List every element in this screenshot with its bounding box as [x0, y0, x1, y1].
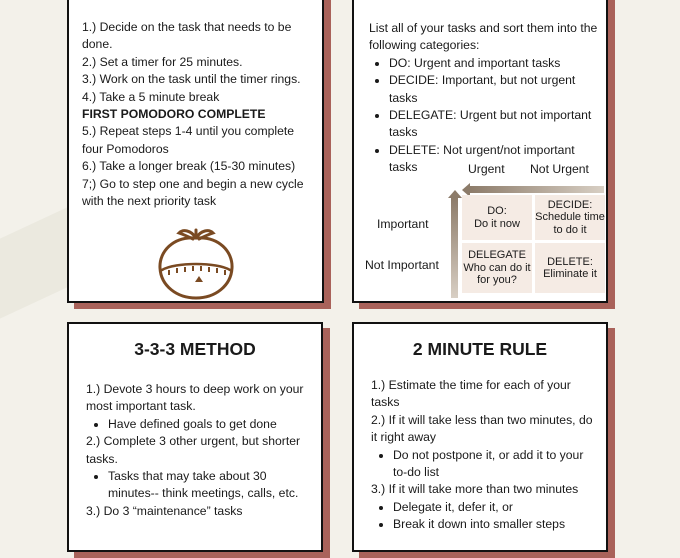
- col-label-not-urgent: Not Urgent: [530, 162, 589, 176]
- row-label-important: Important: [377, 217, 429, 231]
- pomodoro-step-3: 3.) Work on the task until the timer rings.: [82, 72, 301, 87]
- tomato-timer-icon: [155, 224, 237, 300]
- twominute-item-2-sub: • Do not postpone it, or add it to your to-do list: [393, 447, 593, 482]
- pomodoro-step-2: 2.) Set a timer for 25 minutes.: [82, 54, 243, 69]
- method333-item-2-sub: • Tasks that may take about 30 minutes-- think meetings, calls, etc.: [108, 468, 308, 503]
- cell-delegate-text: Who can do it for you?: [463, 261, 531, 287]
- twominute-item-3-sub-1: • Delegate it, defer it, or: [393, 499, 593, 516]
- twominute-card: [352, 322, 608, 552]
- pomodoro-step-7: 7;) Go to step one and begin a new cycle with the next priority task: [82, 176, 304, 209]
- method333-item-1: 1.) Devote 3 hours to deep work on your most important task.: [86, 382, 304, 414]
- category-decide: • DECIDE: Important, but not urgent tasks: [389, 72, 601, 107]
- cell-decide-text: Schedule time to do it: [535, 211, 605, 236]
- category-delegate: • DELEGATE: Urgent but not important tasks: [389, 107, 601, 142]
- cell-delegate: [462, 243, 532, 293]
- method333-item-2: 2.) Complete 3 other urgent, but shorter tasks.: [86, 434, 301, 466]
- pomodoro-step-4: 4.) Take a 5 minute break: [82, 89, 220, 104]
- category-do: • DO: Urgent and important tasks: [389, 55, 601, 72]
- twominute-item-3: 3.) If it will take more than two minutes: [371, 482, 579, 497]
- method333-item-3: 3.) Do 3 “maintenance” tasks: [86, 503, 243, 518]
- cell-do-title: DO:: [487, 205, 507, 217]
- row-label-not-important: Not Important: [365, 258, 439, 272]
- twominute-item-2: 2.) If it will take less than two minutes, do it right away: [371, 412, 593, 445]
- pomodoro-step-1: 1.) Decide on the task that needs to be done.: [82, 20, 292, 52]
- horizontal-arrow: [468, 186, 604, 193]
- twominute-item-3-sub-2: • Break it down into smaller steps: [393, 516, 593, 533]
- pomodoro-card: [67, 0, 324, 303]
- vertical-arrow: [451, 197, 458, 298]
- cell-delete-title: DELETE:: [547, 255, 593, 268]
- cell-delegate-title: DELEGATE: [468, 249, 526, 262]
- cell-decide: [535, 195, 605, 240]
- twominute-item-1: 1.) Estimate the time for each of your tasks: [371, 378, 571, 410]
- method333-item-1-sub: • Have defined goals to get done: [108, 416, 308, 433]
- pomodoro-complete-label: FIRST POMODORO COMPLETE: [82, 107, 266, 122]
- method333-card: [67, 322, 323, 552]
- vertical-arrow-head: [448, 190, 462, 198]
- cell-delete-text: Eliminate it: [543, 268, 597, 280]
- pomodoro-step-5: 5.) Repeat steps 1-4 until you complete four Pomodoros: [82, 124, 295, 156]
- cell-decide-title: DECIDE:: [547, 198, 593, 211]
- cell-do-text: Do it now: [474, 217, 520, 230]
- category-delete: • DELETE: Not urgent/not important tasks: [389, 142, 601, 177]
- cell-delete: [535, 243, 605, 293]
- col-label-urgent: Urgent: [468, 162, 505, 176]
- method333-title: 3-3-3 METHOD: [134, 339, 256, 359]
- eisenhower-card: [352, 0, 608, 303]
- eisenhower-intro: List all of your tasks and sort them into the following categories:: [369, 21, 598, 53]
- pomodoro-step-6: 6.) Take a longer break (15-30 minutes): [82, 159, 296, 174]
- twominute-title: 2 MINUTE RULE: [412, 339, 548, 359]
- cell-do: [462, 195, 532, 240]
